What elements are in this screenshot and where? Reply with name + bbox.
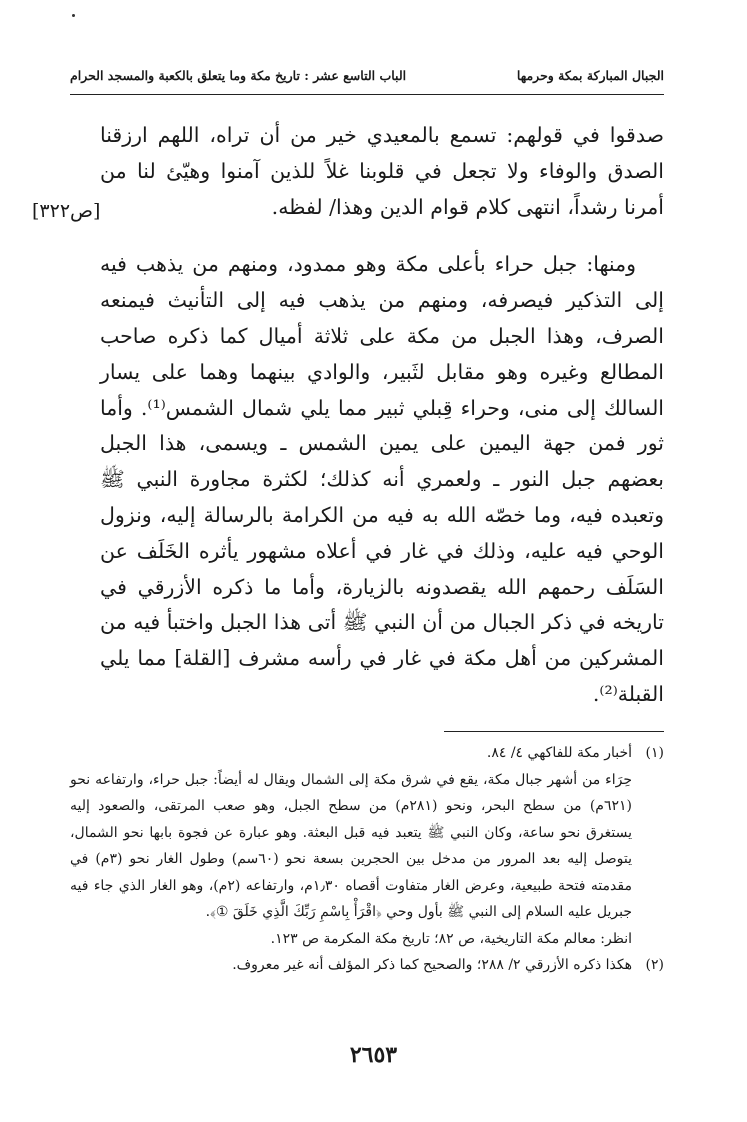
paragraph-1: صدقوا في قولهم: تسمع بالمعيدي خير من أن تراه، اللهم ارزقنا الصدق والوفاء ولا تجعل في قلوبنا غلاً للذين آمنوا وهيّئ لنا من أمرنا رشداً، انتهى كلام قوام الدين وهذا/ لفظه. (100, 123, 664, 219)
header-chapter-title: الباب التاسع عشر : تاريخ مكة وما يتعلق بالكعبة والمسجد الحرام (70, 67, 407, 83)
footnote-1 (70, 740, 664, 767)
running-header (70, 64, 664, 86)
footnote-1-reference: انظر: معالم مكة التاريخية، ص ٨٢؛ تاريخ مكة المكرمة ص ١٢٣. (270, 930, 632, 947)
margin-page-reference: [ص٣٢٢] (32, 200, 101, 222)
footnote-1-source: أخبار مكة للفاكهي ٤/ ٨٤. (486, 745, 632, 761)
footnotes (70, 740, 664, 979)
scan-speck (72, 14, 75, 17)
header-divider (70, 94, 664, 95)
footnote-2 (70, 952, 664, 979)
main-text (100, 118, 664, 713)
paragraph-2: ومنها: جبل حراء بأعلى مكة وهو ممدود، ومنهم من يذهب فيه إلى التذكير فيصرفه، ومنهم من يذهب فيه إلى التأنيث فيمنعه الصرف، وهذا الجبل من مكة على ثلاثة أميال كما ذكره صاحب المطالع وغيره وهو مقابل لثَبير، والوادي بينهما وهما على يسار السالك إلى منى، وحراء قِبلي ثبير مما يلي شمال الشمس⁽¹⁾. وأما ثور فمن جهة اليمين على يمين الشمس ـ ويسمى، هذا الجبل بعضهم جبل النور ـ ولعمري أنه كذلك؛ لكثرة مجاورة النبي ﷺ وتعبده فيه، وما خصّه الله به فيه من الكرامة بالرسالة إليه، ونزول الوحي فيه عليه، وذلك في غار في أعلاه مشهور يأثره الخَلَف عن السَلَف رحمهم الله يقصدونه بالزيارة، وأما ما ذكره الأزرقي في تاريخه في ذكر الجبال من أن النبي ﷺ أتى هذا الجبل واختبأ فيه من المشركين من أهل مكة في غار في رأسه مشرف [القلة] مما يلي القبلة⁽²⁾. (100, 252, 665, 706)
header-book-title: الجبال المباركة بمكة وحرمها (516, 67, 664, 83)
footnote-1-body (70, 767, 664, 953)
footnote-2-number: (٢) (645, 957, 664, 973)
page-number: ٢٦٥٣ (349, 1042, 398, 1068)
footnote-1-number: (١) (645, 745, 664, 761)
footnote-divider (444, 731, 664, 732)
footnote-2-text: هكذا ذكره الأزرقي ٢/ ٢٨٨؛ والصحيح كما ذكر المؤلف أنه غير معروف. (232, 957, 632, 973)
footnote-1-detail: حِرَاء من أشهر جبال مكة، يقع في شرق مكة إلى الشمال ويقال له أيضاً: جبل حراء، وارتفاعه نحو (٦٢١م) من سطح البحر، ونحو (٢٨١م) من سطح الجبل، وهو صعب المرتقى، والصعود إليه يستغرق نحو ساعة، وكان النبي ﷺ يتعبد فيه قبل البعثة. وهو عبارة عن فجوة بابها نحو الشمال، يتوصل إليه بعد المرور من مدخل بين الحجرين بسعة نحو (٦٠سم) وطول الغار نحو (٣م) في مقدمته فتحة طبيعية، وعرض الغار متفاوت أقصاه ١٫٣٠م، وارتفاعه (٢م)، وهو الغار الذي جاء فيه جبريل عليه السلام إلى النبي ﷺ بأول وحي ﴿اقْرَأْ بِاسْمِ رَبِّكَ الَّذِي خَلَقَ ①﴾. (70, 771, 632, 920)
